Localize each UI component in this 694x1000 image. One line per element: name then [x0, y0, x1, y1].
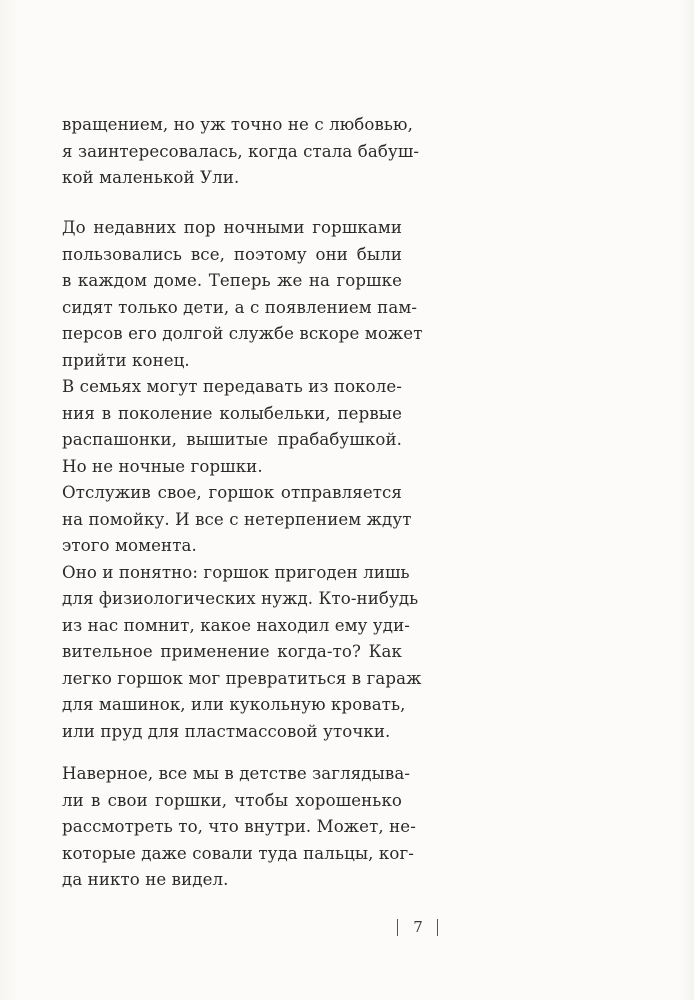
text-line: Но не ночные горшки. [62, 456, 263, 476]
text-line: или пруд для пластмассовой уточки. [62, 721, 391, 741]
text-line: сидят только дети, а с появлением пам- [62, 297, 418, 317]
text-line: да никто не видел. [62, 870, 229, 889]
text-line: в каждом доме. Теперь же на горшке [62, 271, 402, 290]
text-line: персов его долгой службе вскоре может [62, 324, 423, 343]
text-line: ния в поколение колыбельки, первые [62, 403, 402, 423]
text-line: вращением, но уж точно не с любовью, [62, 115, 413, 134]
text-line: ли в свои горшки, чтобы хорошенько [62, 790, 402, 810]
text-line: я заинтересовалась, когда стала бабуш- [62, 141, 420, 161]
text-line: распашонки, вышитые прабабушкой. [62, 430, 402, 449]
text-line: на помойку. И все с нетерпением ждут [62, 509, 412, 529]
text-line: рассмотреть то, что внутри. Может, не- [62, 817, 416, 836]
text-line: этого момента. [62, 536, 197, 555]
page-number-value: 7 [413, 918, 423, 936]
text-line: легко горшок мог превратиться в гараж [62, 668, 422, 688]
text-line: Отслужив свое, горшок отправляется [62, 483, 402, 502]
text-line: из нас помнит, какое находил ему уди- [62, 615, 410, 635]
text-line: кой маленькой Ули. [62, 168, 240, 187]
page-number-right-divider [437, 919, 438, 936]
text-line: вительное применение когда-то? Как [62, 642, 402, 661]
page-number [393, 917, 443, 939]
paragraph-1 [62, 112, 420, 192]
text-line: которые даже совали туда пальцы, ког- [62, 843, 414, 863]
paragraph-3 [62, 761, 416, 894]
page-number-left-divider [397, 919, 398, 936]
text-line: прийти конец. [62, 350, 190, 370]
text-line: для физиологических нужд. Кто-нибудь [62, 589, 419, 608]
text-line: пользовались все, поэтому они были [62, 244, 402, 264]
text-line: Оно и понятно: горшок пригоден лишь [62, 562, 410, 582]
text-line: для машинок, или кукольную кровать, [62, 695, 406, 714]
text-line: Наверное, все мы в детстве заглядыва- [62, 764, 411, 783]
paragraph-2 [62, 215, 423, 745]
text-line: До недавних пор ночными горшками [62, 218, 402, 237]
text-line: В семьях могут передавать из поколе- [62, 377, 402, 396]
